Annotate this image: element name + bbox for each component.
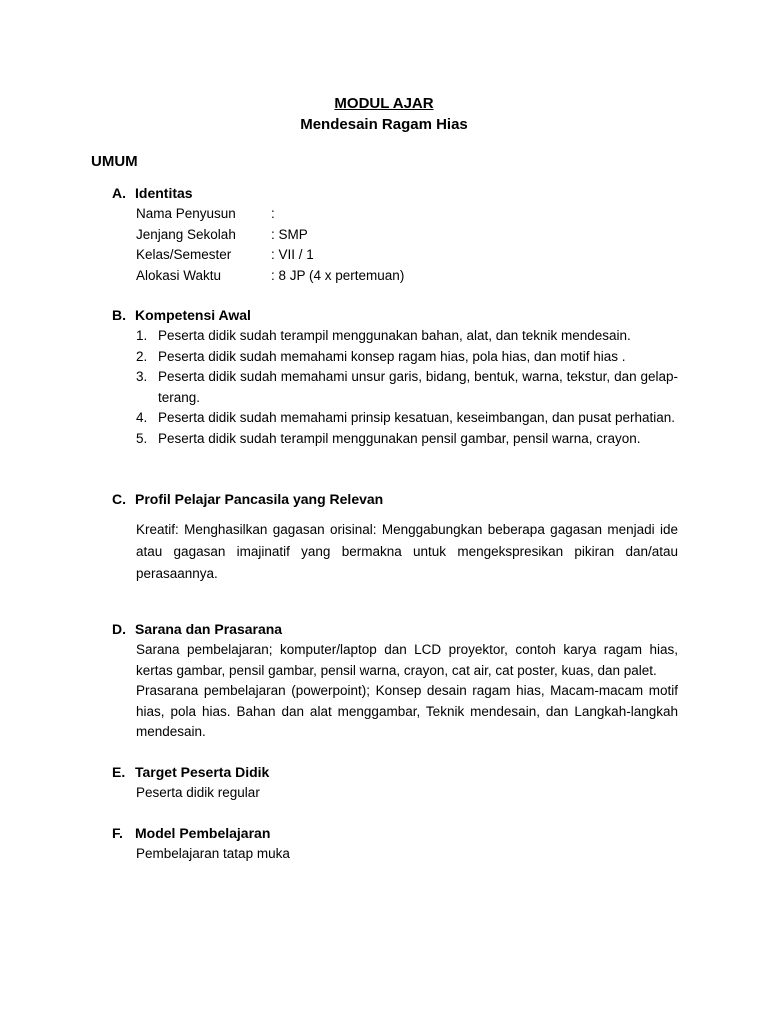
section-letter: D. — [112, 621, 126, 637]
list-text: Peserta didik sudah memahami prinsip kesatuan, keseimbangan, dan pusat perhatian. — [158, 410, 676, 425]
list-item — [112, 429, 678, 450]
section-title: Kompetensi Awal — [135, 307, 251, 323]
section-title: Sarana dan Prasarana — [135, 621, 283, 637]
identitas-table — [136, 204, 678, 286]
list-text: Peserta didik sudah terampil menggunakan bahan, alat, dan teknik mendesain. — [158, 328, 631, 343]
identitas-value: : 8 JP (4 x pertemuan) — [271, 267, 405, 283]
list-text: Peserta didik sudah terampil menggunakan pensil gambar, pensil warna, crayon. — [158, 430, 641, 446]
list-number: 3. — [136, 369, 148, 384]
section-letter: A. — [112, 185, 126, 201]
list-number: 2. — [136, 348, 148, 364]
list-item — [112, 347, 678, 368]
section-title: Target Peserta Didik — [135, 764, 270, 780]
model-text: Pembelajaran tatap muka — [136, 846, 290, 861]
identitas-key: Nama Penyusun — [136, 206, 236, 221]
section-profil-pelajar — [112, 488, 678, 585]
identitas-value: : VII / 1 — [271, 247, 314, 262]
list-item — [112, 326, 678, 347]
list-text: Peserta didik sudah memahami unsur garis, bidang, bentuk, warna, tekstur, dan gelap-terang. — [158, 369, 678, 405]
section-identitas — [112, 182, 678, 286]
section-heading — [112, 822, 678, 844]
section-title: Identitas — [135, 185, 193, 201]
kompetensi-list — [112, 326, 678, 449]
identitas-key: Kelas/Semester — [136, 247, 232, 262]
section-heading — [112, 488, 678, 510]
sarana-paragraph: Sarana pembelajaran; komputer/laptop dan LCD proyektor, contoh karya ragam hias, kertas gambar, pensil gambar, pensil warna, crayon, cat air, cat poster, kuas, dan palet. — [136, 642, 678, 678]
prasarana-paragraph: Prasarana pembelajaran (powerpoint); Konsep desain ragam hias, Macam-macam motif hias, pola hias. Bahan dan alat menggambar, Teknik mendesain, dan Langkah-langkah mendesain. — [136, 683, 678, 739]
section-title: Model Pembelajaran — [135, 825, 271, 841]
section-sarana-prasarana — [112, 618, 678, 743]
list-item — [112, 367, 678, 408]
section-title: Profil Pelajar Pancasila yang Relevan — [135, 491, 384, 507]
identitas-row — [136, 204, 678, 225]
section-kompetensi-awal — [112, 304, 678, 449]
section-heading — [112, 182, 678, 204]
section-heading — [112, 761, 678, 783]
list-number: 1. — [136, 328, 148, 343]
identitas-key: Jenjang Sekolah — [136, 226, 236, 242]
section-letter: C. — [112, 491, 126, 507]
section-target-peserta — [112, 761, 678, 804]
profil-text: Kreatif: Menghasilkan gagasan orisinal: Menggabungkan beberapa gagasan menjadi ide atau gagasan imajinatif yang bermakna untuk mengekspresikan pikiran dan/atau perasaannya. — [136, 522, 678, 581]
sarana-body — [136, 640, 678, 743]
identitas-value: : SMP — [271, 226, 308, 242]
section-label-umum: UMUM — [91, 153, 138, 170]
section-heading — [112, 304, 678, 326]
list-text: Peserta didik sudah memahami konsep ragam hias, pola hias, dan motif hias . — [158, 348, 626, 364]
identitas-key: Alokasi Waktu — [136, 267, 222, 283]
list-item — [112, 408, 678, 429]
identitas-value: : — [271, 206, 275, 221]
list-number: 5. — [136, 430, 148, 446]
section-letter: E. — [112, 764, 126, 780]
document-title: MODUL AJAR — [334, 95, 434, 112]
section-letter: B. — [112, 307, 126, 323]
identitas-row — [136, 266, 678, 287]
identitas-row — [136, 225, 678, 246]
list-number: 4. — [136, 410, 148, 425]
section-heading — [112, 618, 678, 640]
section-model-pembelajaran — [112, 822, 678, 865]
document-subtitle: Mendesain Ragam Hias — [300, 116, 468, 133]
identitas-row — [136, 245, 678, 266]
target-text: Peserta didik regular — [136, 785, 260, 800]
section-letter: F. — [112, 825, 123, 841]
